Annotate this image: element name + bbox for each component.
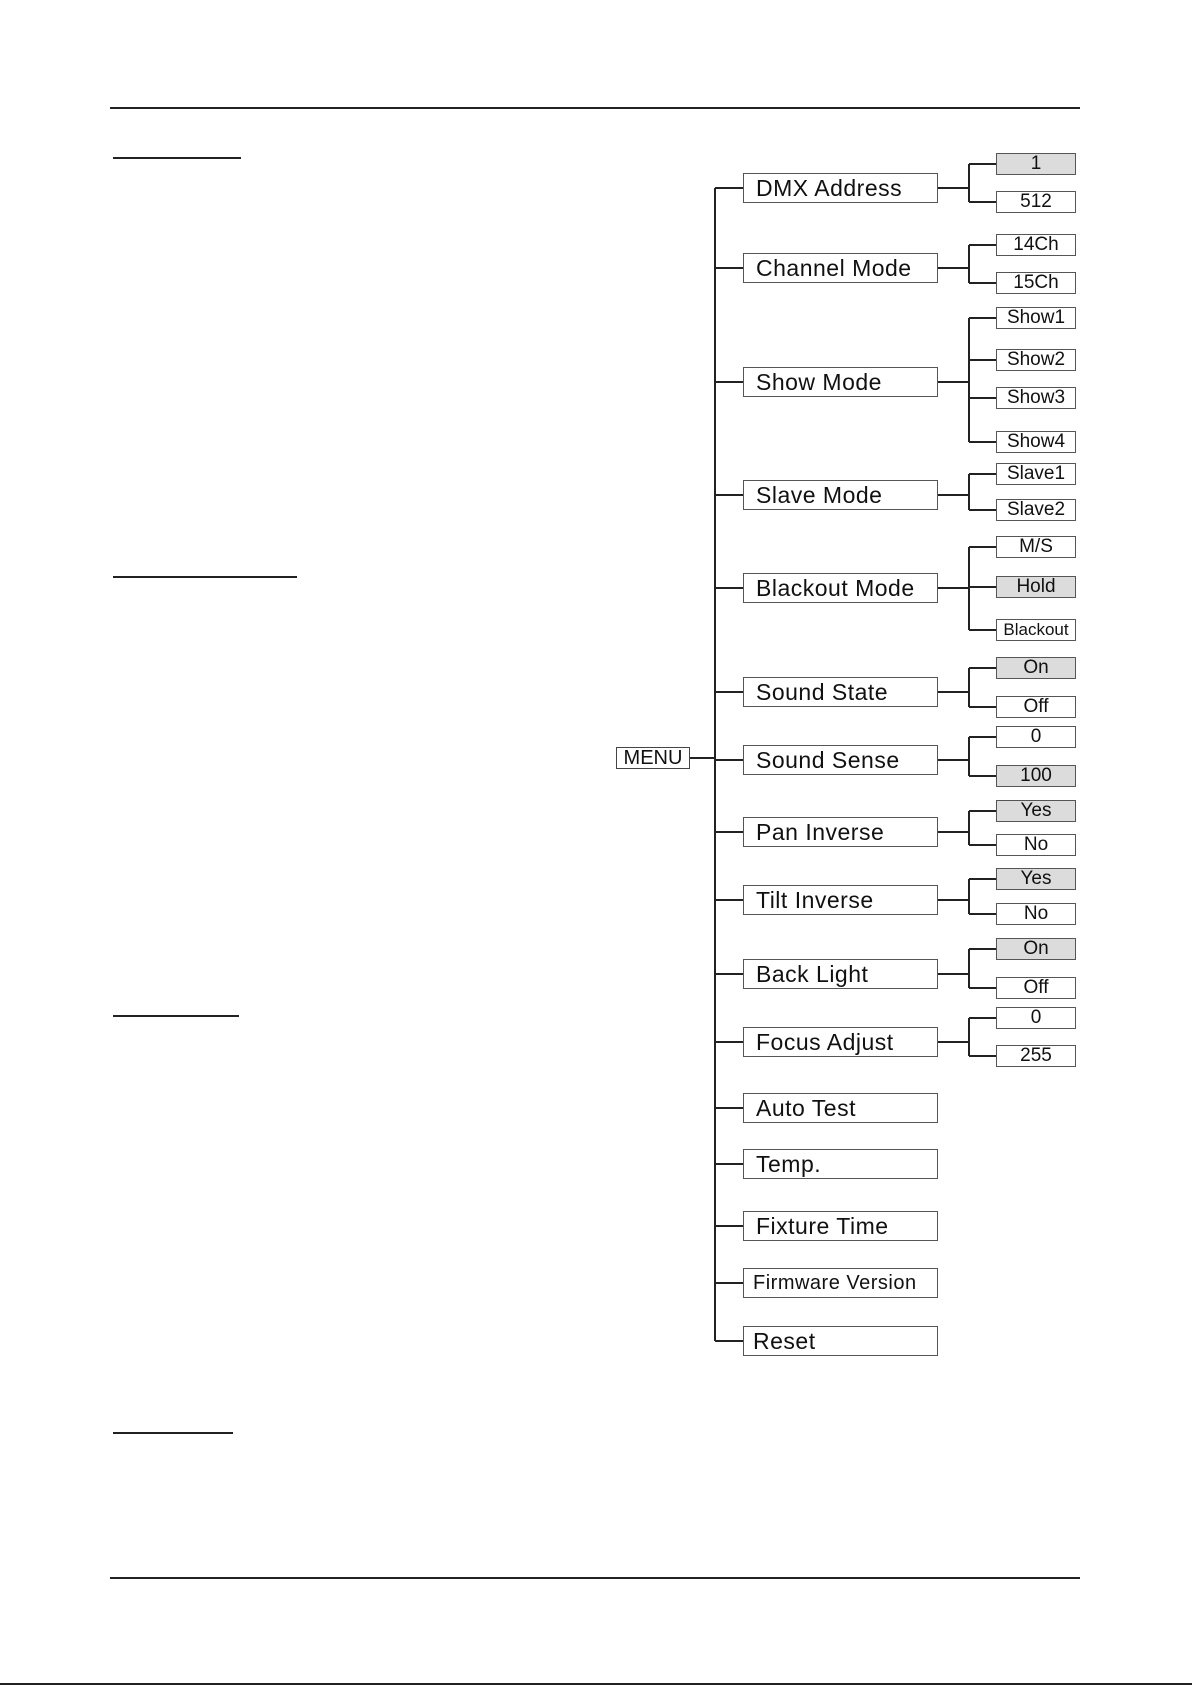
menu-item-fixture-time: Fixture Time: [743, 1211, 938, 1241]
option-tilt-inverse-yes: Yes: [996, 868, 1076, 890]
option-blackout-mode-hold: Hold: [996, 576, 1076, 598]
menu-item-firmware-version: Firmware Version: [743, 1268, 938, 1298]
option-back-light-on: On: [996, 938, 1076, 960]
option-show-mode-show3: Show3: [996, 387, 1076, 409]
option-sound-sense-100: 100: [996, 765, 1076, 787]
menu-item-sound-sense: Sound Sense: [743, 745, 938, 775]
menu-item-back-light: Back Light: [743, 959, 938, 989]
option-pan-inverse-no: No: [996, 834, 1076, 856]
option-back-light-off: Off: [996, 977, 1076, 999]
menu-item-dmx-address: DMX Address: [743, 173, 938, 203]
menu-item-temp: Temp.: [743, 1149, 938, 1179]
menu-item-channel-mode: Channel Mode: [743, 253, 938, 283]
menu-item-sound-state: Sound State: [743, 677, 938, 707]
menu-item-auto-test: Auto Test: [743, 1093, 938, 1123]
menu-item-tilt-inverse: Tilt Inverse: [743, 885, 938, 915]
option-pan-inverse-yes: Yes: [996, 800, 1076, 822]
menu-item-show-mode: Show Mode: [743, 367, 938, 397]
menu-item-slave-mode: Slave Mode: [743, 480, 938, 510]
option-slave-mode-slave2: Slave2: [996, 499, 1076, 521]
menu-item-pan-inverse: Pan Inverse: [743, 817, 938, 847]
option-channel-mode-14ch: 14Ch: [996, 234, 1076, 256]
menu-item-blackout-mode: Blackout Mode: [743, 573, 938, 603]
option-show-mode-show1: Show1: [996, 307, 1076, 329]
menu-item-reset: Reset: [743, 1326, 938, 1356]
option-sound-sense-0: 0: [996, 726, 1076, 748]
option-channel-mode-15ch: 15Ch: [996, 272, 1076, 294]
menu-item-focus-adjust: Focus Adjust: [743, 1027, 938, 1057]
option-show-mode-show4: Show4: [996, 431, 1076, 453]
option-dmx-address-512: 512: [996, 191, 1076, 213]
option-sound-state-on: On: [996, 657, 1076, 679]
option-tilt-inverse-no: No: [996, 903, 1076, 925]
option-focus-adjust-255: 255: [996, 1045, 1076, 1067]
option-show-mode-show2: Show2: [996, 349, 1076, 371]
option-sound-state-off: Off: [996, 696, 1076, 718]
option-blackout-mode-m-s: M/S: [996, 536, 1076, 558]
option-blackout-mode-blackout: Blackout: [996, 619, 1076, 641]
option-slave-mode-slave1: Slave1: [996, 463, 1076, 485]
option-dmx-address-1: 1: [996, 153, 1076, 175]
option-focus-adjust-0: 0: [996, 1007, 1076, 1029]
menu-root: MENU: [616, 747, 690, 769]
